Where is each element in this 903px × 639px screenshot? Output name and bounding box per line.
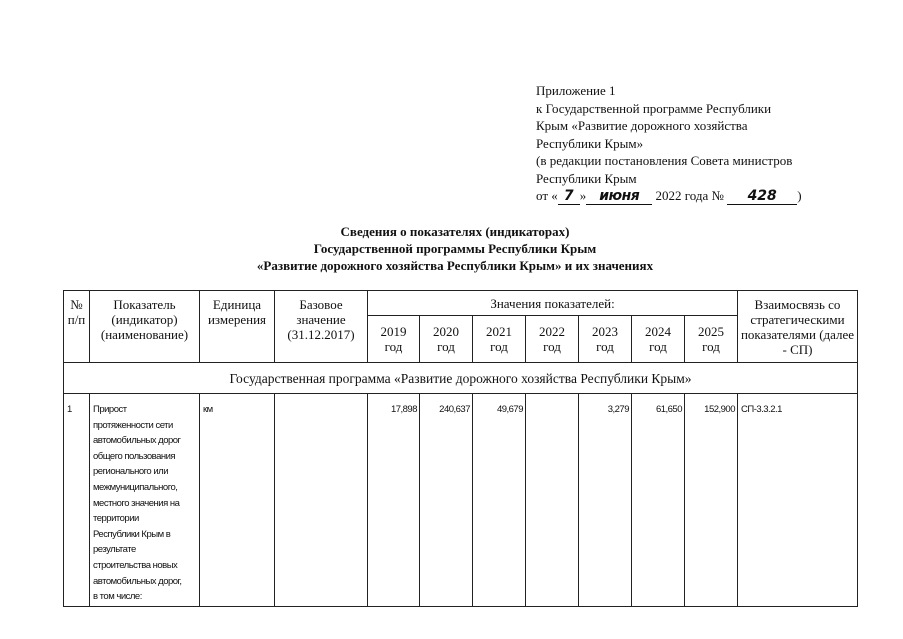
- date-suffix: ): [797, 188, 802, 203]
- date-mid: »: [579, 188, 587, 203]
- header-year-2025: 2025 год: [685, 316, 738, 363]
- header-year-2024: 2024 год: [632, 316, 685, 363]
- header-num: № п/п: [64, 291, 90, 363]
- handwritten-day: 7: [558, 189, 580, 205]
- handwritten-month: июня: [586, 189, 652, 205]
- row-value-2023: 3,279: [579, 394, 632, 607]
- table-row: [64, 394, 858, 607]
- handwritten-doc-number: 428: [727, 189, 797, 205]
- header-year-2020: 2020 год: [420, 316, 473, 363]
- date-prefix: от «: [536, 188, 558, 203]
- section-title: Государственная программа «Развитие дорожного хозяйства Республики Крым»: [64, 363, 858, 394]
- row-value-2022: [526, 394, 579, 607]
- row-base: [275, 394, 368, 607]
- appendix-block: [536, 82, 886, 205]
- date-year-text: 2022 года №: [655, 188, 724, 203]
- document-title: [150, 223, 760, 274]
- row-value-2024: 61,650: [632, 394, 685, 607]
- appendix-line: Республики Крым»: [536, 135, 644, 151]
- row-value-2020: 240,637: [420, 394, 473, 607]
- title-line-3: «Развитие дорожного хозяйства Республики Крым» и их значениях: [256, 258, 654, 273]
- header-unit: Единица измерения: [200, 291, 275, 363]
- appendix-date-line: [536, 187, 886, 205]
- row-num: 1: [64, 394, 90, 607]
- row-value-2019: 17,898: [368, 394, 420, 607]
- header-indicator: Показатель (индикатор) (наименование): [90, 291, 200, 363]
- header-base: Базовое значение (31.12.2017): [275, 291, 368, 363]
- indicators-table: [63, 290, 858, 607]
- appendix-line: к Государственной программе Республики: [536, 100, 772, 116]
- title-line-2: Государственной программы Республики Крым: [313, 241, 597, 256]
- header-year-2022: 2022 год: [526, 316, 579, 363]
- row-unit: км: [200, 394, 275, 607]
- header-link: Взаимосвязь со стратегическими показателями (далее - СП): [738, 291, 858, 363]
- row-indicator: Прирост протяженности сети автомобильных дорог общего пользования регионального или межмуниципального, местного значения на территории Республики Крым в результате строительства новых автомобильных дорог, в том числе:: [90, 394, 200, 607]
- title-line-1: Сведения о показателях (индикаторах): [340, 224, 570, 239]
- appendix-line: Крым «Развитие дорожного хозяйства: [536, 118, 748, 133]
- row-value-2025: 152,900: [685, 394, 738, 607]
- row-link: СП-3.3.2.1: [738, 394, 858, 607]
- appendix-line: Республики Крым: [536, 170, 637, 186]
- header-year-2019: 2019 год: [368, 316, 420, 363]
- header-values-group: Значения показателей:: [368, 291, 738, 316]
- header-year-2021: 2021 год: [473, 316, 526, 363]
- appendix-line: (в редакции постановления Совета министров: [536, 153, 793, 168]
- header-year-2023: 2023 год: [579, 316, 632, 363]
- row-value-2021: 49,679: [473, 394, 526, 607]
- appendix-line: Приложение 1: [536, 83, 616, 98]
